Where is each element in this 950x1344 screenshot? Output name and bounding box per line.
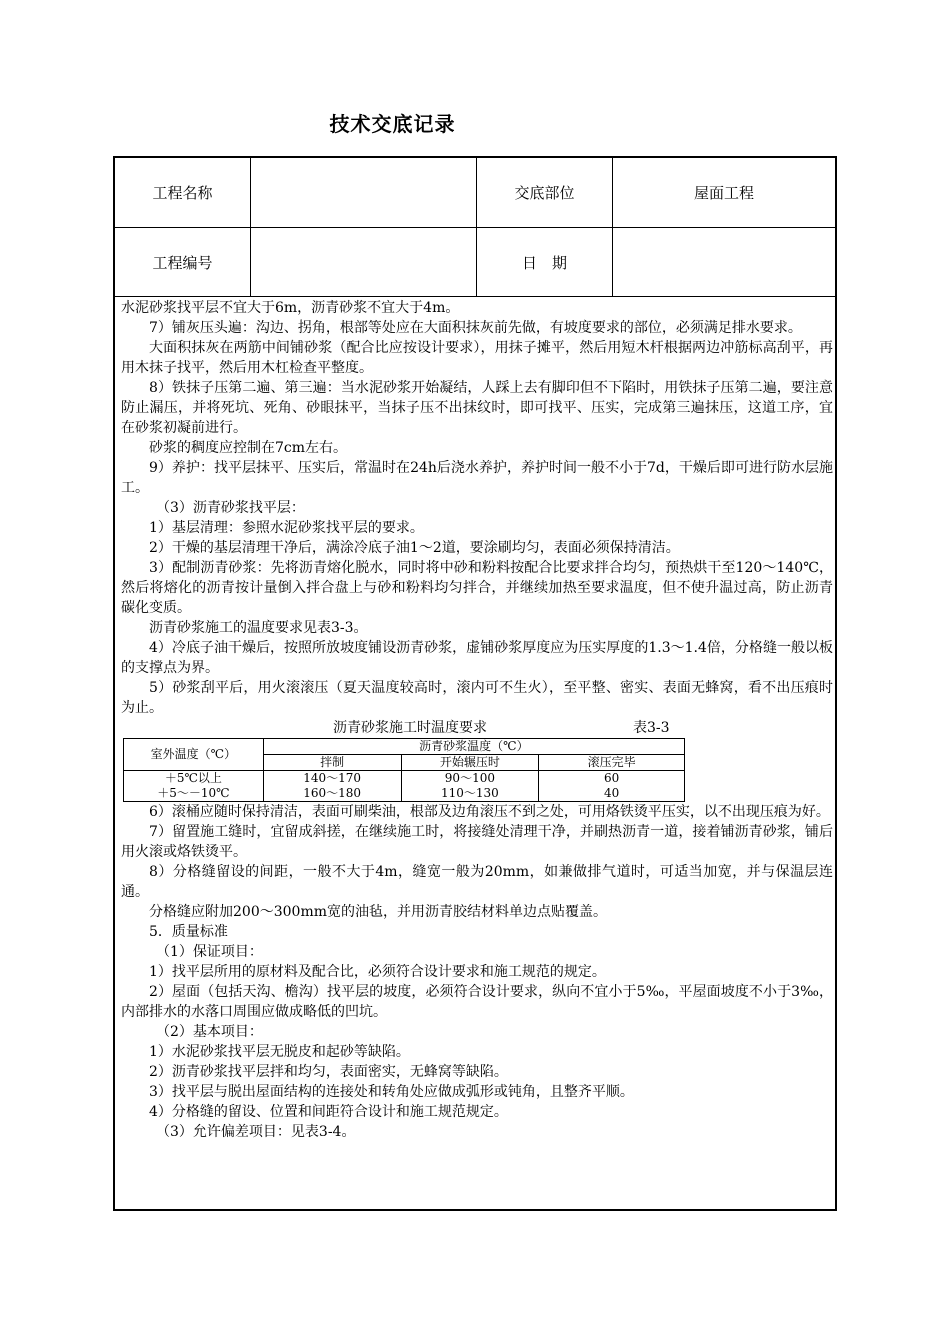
header-start-rolling: 开始辗压时 xyxy=(401,755,539,771)
location-value[interactable]: 屋面工程 xyxy=(693,184,754,202)
table-cell: 110～130 xyxy=(401,786,539,802)
table-cell: ＋5℃以上 xyxy=(124,771,264,787)
paragraph: 8）分格缝留设的间距，一般不大于4m，缝宽一般为20mm，如兼做排气道时，可适当加宽，并与保温层连通。 xyxy=(121,864,833,900)
project-no-value[interactable] xyxy=(251,228,476,296)
table-cell: 140～170 xyxy=(263,771,401,787)
paragraph: 6）滚桶应随时保持清洁，表面可刷柴油，根部及边角滚压不到之处，可用烙铁烫平压实，以不出现压痕为好。 xyxy=(149,804,830,820)
paragraph: 2）沥青砂浆找平层拌和均匀，表面密实，无蜂窝等缺陷。 xyxy=(149,1064,508,1080)
paragraph: 3）配制沥青砂浆：先将沥青熔化脱水，同时将中砂和粉料按配合比要求拌合均匀，预热烘干至120～140℃，然后将熔化的沥青按计量倒入拌合盘上与砂和粉料均匀拌合，并继续加热至要求温度，但不使升温过高，防止沥青碳化变质。 xyxy=(121,560,833,616)
header-end-rolling: 滚压完毕 xyxy=(539,755,685,771)
paragraph: 2）屋面（包括天沟、檐沟）找平层的坡度，必须符合设计要求，纵向不宜小于5‰，平屋面坡度不小于3‰，内部排水的水落口周围应做成略低的凹坑。 xyxy=(121,984,833,1020)
table-cell: 90～100 xyxy=(401,771,539,787)
paragraph: （1）保证项目： xyxy=(156,944,263,960)
paragraph: 沥青砂浆施工的温度要求见表3-3。 xyxy=(149,620,368,636)
paragraph: 4）冷底子油干燥后，按照所放坡度铺设沥青砂浆，虚铺砂浆厚度应为压实厚度的1.3～1.4倍，分格缝一般以板的支撑点为界。 xyxy=(121,640,833,676)
date-label: 日 期 xyxy=(521,253,567,272)
paragraph: 2）干燥的基层清理干净后，满涂冷底子油1～2道，要涂刷均匀，表面必须保持清洁。 xyxy=(149,540,680,556)
table-cell: 40 xyxy=(539,786,685,802)
project-name-label: 工程名称 xyxy=(152,184,213,202)
document-title: 技术交底记录 xyxy=(329,112,456,136)
header-mixing: 拌制 xyxy=(263,755,401,771)
paragraph: 1）基层清理：参照水泥砂浆找平层的要求。 xyxy=(149,520,424,536)
record-frame xyxy=(113,156,837,1211)
temperature-table xyxy=(123,738,685,802)
paragraph: 8）铁抹子压第二遍、第三遍：当水泥砂浆开始凝结，人踩上去有脚印但不下陷时，用铁抹子压第二遍，要注意防止漏压，并将死坑、死角、砂眼抹平，当抹子压不出抹纹时，即可找平、压实，完成第三遍抹压，这道工序，宜在砂浆初凝前进行。 xyxy=(121,380,833,436)
paragraph: 水泥砂浆找平层不宜大于6m，沥青砂浆不宜大于4m。 xyxy=(121,300,460,316)
grid-line xyxy=(115,296,835,297)
paragraph: （3）沥青砂浆找平层： xyxy=(156,500,305,516)
table-cell: 60 xyxy=(539,771,685,787)
project-no-label: 工程编号 xyxy=(152,253,213,272)
paragraph: （2）基本项目： xyxy=(156,1024,263,1040)
paragraph: 4）分格缝的留设、位置和间距符合设计和施工规范规定。 xyxy=(149,1104,508,1120)
table-row xyxy=(124,771,685,787)
location-label: 交底部位 xyxy=(514,184,575,202)
project-name-value[interactable] xyxy=(251,158,476,227)
paragraph: 7）留置施工缝时，宜留成斜搓，在继续施工时，将接缝处清理干净，并刷热沥青一道，接着铺沥青砂浆，铺后用火滚或烙铁烫平。 xyxy=(121,824,833,860)
paragraph: （3）允许偏差项目：见表3-4。 xyxy=(156,1124,356,1140)
body-text xyxy=(121,298,833,1142)
table-number: 表3-3 xyxy=(633,720,670,736)
paragraph: 砂浆的稠度应控制在7cm左右。 xyxy=(149,440,348,456)
paragraph: 9）养护：找平层抹平、压实后，常温时在24h后浇水养护，养护时间一般不小于7d，干燥后即可进行防水层施工。 xyxy=(121,460,833,496)
table-cell: ＋5～－10℃ xyxy=(124,786,264,802)
paragraph: 1）水泥砂浆找平层无脱皮和起砂等缺陷。 xyxy=(149,1044,410,1060)
paragraph: 1）找平层所用的原材料及配合比，必须符合设计要求和施工规范的规定。 xyxy=(149,964,606,980)
header-asphalt-temp: 沥青砂浆温度（℃） xyxy=(263,739,684,755)
header-outdoor-temp: 室外温度（℃） xyxy=(124,739,264,771)
paragraph: 大面积抹灰在两筋中间铺砂浆（配合比应按设计要求），用抹子摊平，然后用短木杆根据两边冲筋标高刮平，再用木抹子找平，然后用木杠检查平整度。 xyxy=(121,340,833,376)
section-heading: 5．质量标准 xyxy=(149,924,228,940)
paragraph: 分格缝应附加200～300mm宽的油毡，并用沥青胶结材料单边点贴覆盖。 xyxy=(149,904,607,920)
date-value[interactable] xyxy=(613,228,835,296)
header-grid xyxy=(115,158,835,297)
table-title: 沥青砂浆施工时温度要求 xyxy=(333,720,487,736)
table-caption xyxy=(121,718,833,738)
paragraph: 5）砂浆刮平后，用火滚滚压（夏天温度较高时，滚内可不生火），至平整、密实、表面无蜂窝，看不出压痕时为止。 xyxy=(121,680,833,716)
paragraph: 7）铺灰压头遍：沟边、拐角，根部等处应在大面积抹灰前先做，有坡度要求的部位，必须满足排水要求。 xyxy=(149,320,802,336)
paragraph: 3）找平层与脱出屋面结构的连接处和转角处应做成弧形或钝角，且整齐平顺。 xyxy=(149,1084,634,1100)
table-row xyxy=(124,786,685,802)
table-cell: 160～180 xyxy=(263,786,401,802)
